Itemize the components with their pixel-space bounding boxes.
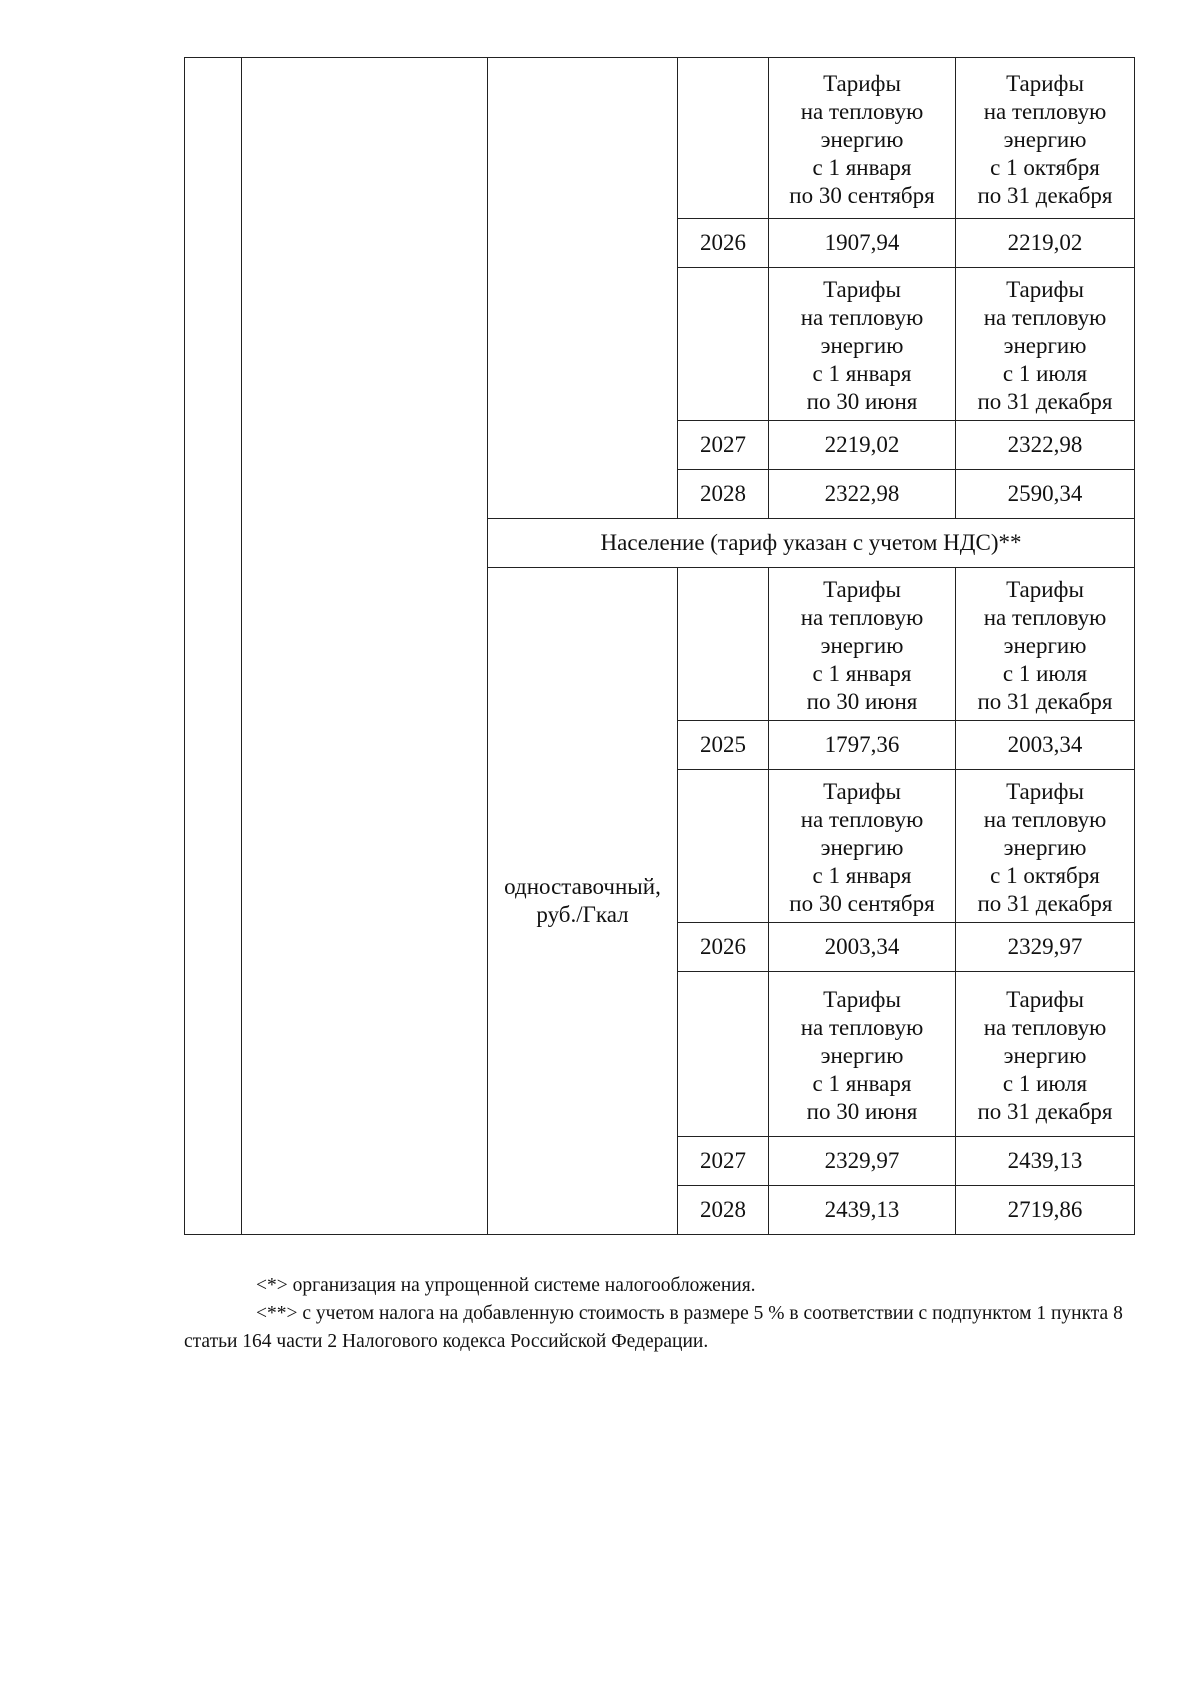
year-cell: 2027 [678, 421, 769, 470]
tariff-value-right: 2590,34 [956, 470, 1135, 519]
tariff-value-left: 1907,94 [769, 219, 956, 268]
year-cell: 2028 [678, 1186, 769, 1235]
year-cell-empty [678, 268, 769, 421]
tariff-value-right: 2329,97 [956, 923, 1135, 972]
col-3-continuation [488, 58, 678, 519]
tariff-value-right: 2003,34 [956, 721, 1135, 770]
period-header-right: Тарифы на тепловую энергию с 1 июля по 31 декабря [956, 568, 1135, 721]
period-header-right: Тарифы на тепловую энергию с 1 июля по 31 декабря [956, 972, 1135, 1137]
tariff-value-right: 2322,98 [956, 421, 1135, 470]
footnote-2: <**> с учетом налога на добавленную стоимость в размере 5 % в соответствии с подпунктом 1 пункта 8 статьи 164 части 2 Налогового кодекса Российской Федерации. [184, 1303, 1123, 1352]
section-title: Население (тариф указан с учетом НДС)** [488, 519, 1135, 568]
period-header-left: Тарифы на тепловую энергию с 1 января по 30 сентября [769, 58, 956, 219]
year-cell: 2028 [678, 470, 769, 519]
tariff-value-left: 2329,97 [769, 1137, 956, 1186]
year-cell-empty [678, 568, 769, 721]
tariff-value-left: 2219,02 [769, 421, 956, 470]
period-header-left: Тарифы на тепловую энергию с 1 января по 30 июня [769, 972, 956, 1137]
tariff-table [184, 57, 1135, 1235]
period-header-left: Тарифы на тепловую энергию с 1 января по 30 сентября [769, 770, 956, 923]
period-header-left: Тарифы на тепловую энергию с 1 января по 30 июня [769, 568, 956, 721]
year-cell-empty [678, 972, 769, 1137]
tariff-value-right: 2439,13 [956, 1137, 1135, 1186]
period-header-left: Тарифы на тепловую энергию с 1 января по 30 июня [769, 268, 956, 421]
tariff-value-right: 2219,02 [956, 219, 1135, 268]
year-cell-empty [678, 770, 769, 923]
tariff-value-left: 2322,98 [769, 470, 956, 519]
period-header-right: Тарифы на тепловую энергию с 1 октября по 31 декабря [956, 770, 1135, 923]
tariff-value-right: 2719,86 [956, 1186, 1135, 1235]
year-cell: 2027 [678, 1137, 769, 1186]
year-cell: 2025 [678, 721, 769, 770]
footnote-1: <*> организация на упрощенной системе налогообложения. [256, 1275, 756, 1296]
col-1-continuation [185, 58, 242, 1235]
tariff-value-left: 2439,13 [769, 1186, 956, 1235]
tariff-unit-label: одноставочный, руб./Гкал [488, 568, 678, 1235]
year-cell: 2026 [678, 923, 769, 972]
footnotes [184, 1272, 1134, 1356]
year-cell: 2026 [678, 219, 769, 268]
period-header-right: Тарифы на тепловую энергию с 1 июля по 31 декабря [956, 268, 1135, 421]
col-2-continuation [242, 58, 488, 1235]
period-header-right: Тарифы на тепловую энергию с 1 октября по 31 декабря [956, 58, 1135, 219]
tariff-value-left: 1797,36 [769, 721, 956, 770]
tariff-value-left: 2003,34 [769, 923, 956, 972]
year-cell-empty [678, 58, 769, 219]
